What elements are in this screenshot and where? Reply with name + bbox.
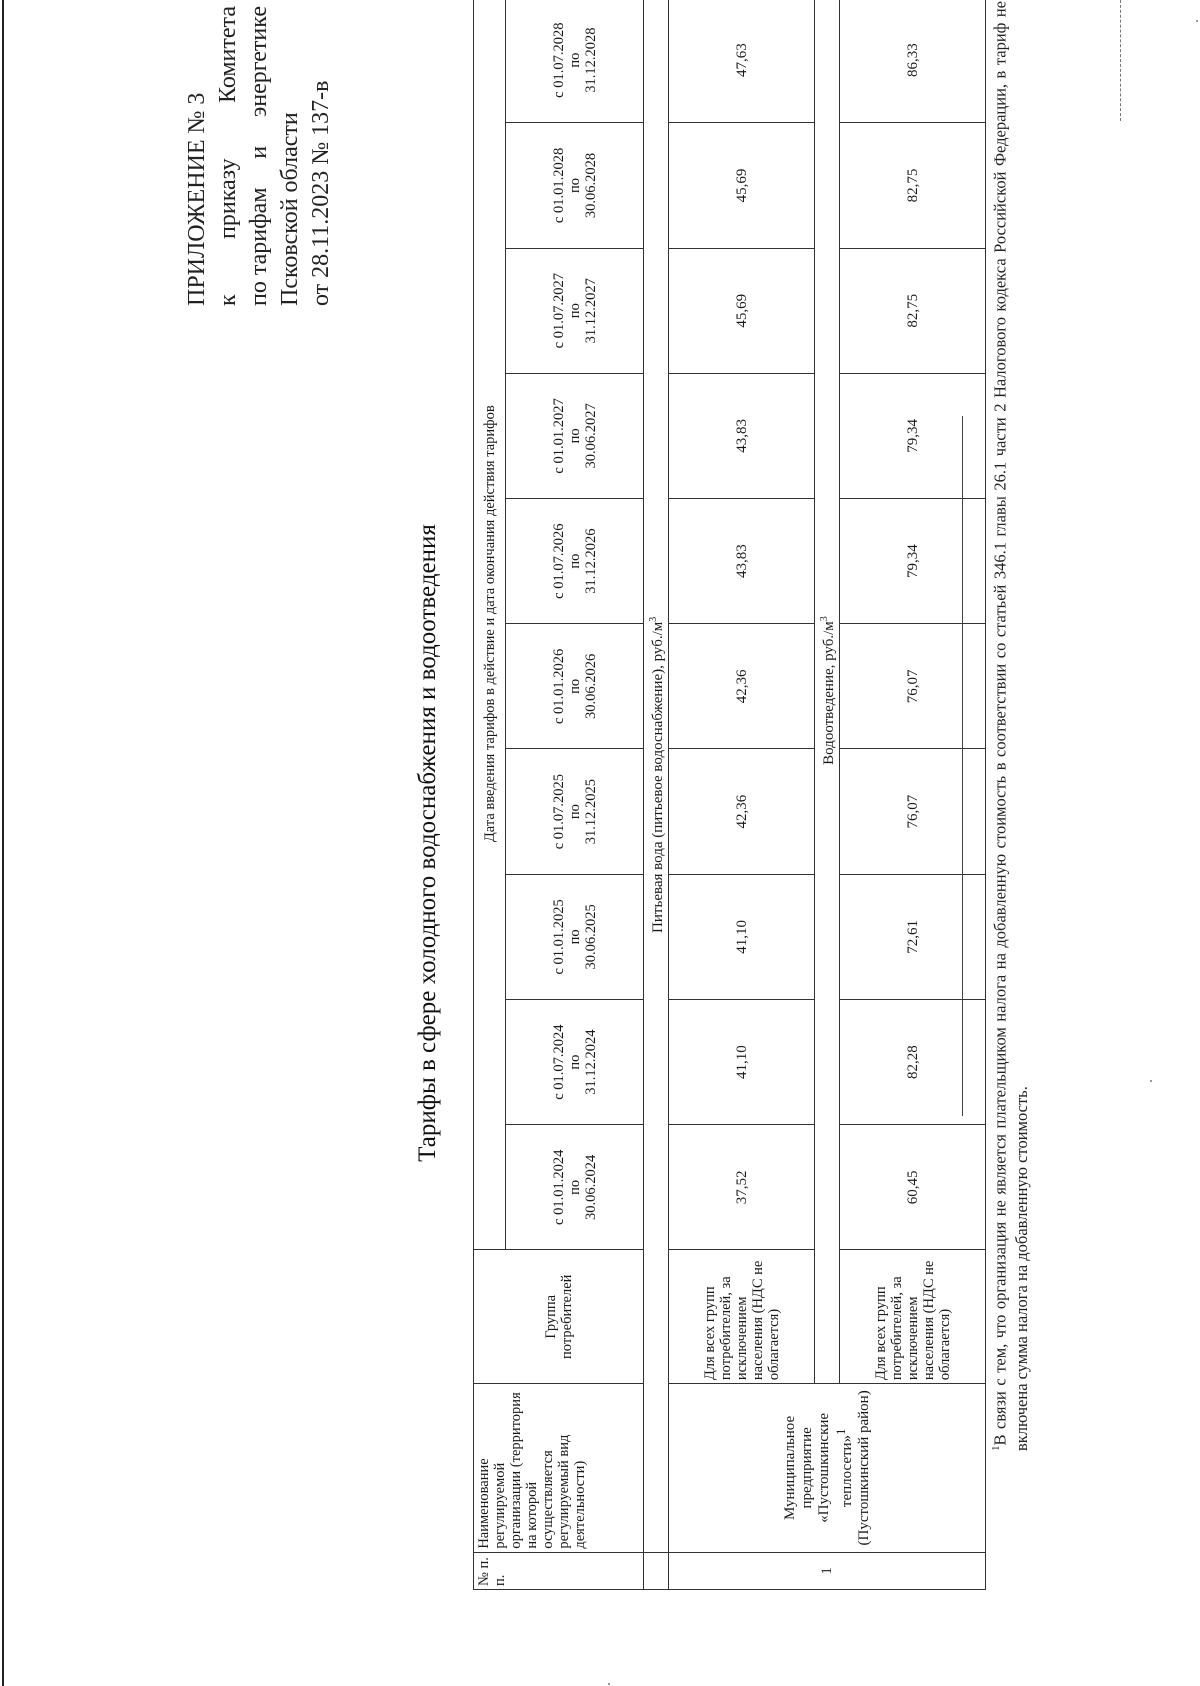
tariff-value: 79,34 xyxy=(840,499,986,624)
section-title-sewage: Водоотведение, руб./м xyxy=(821,621,837,765)
appendix-committee-line: по тарифам и энергетике xyxy=(246,6,272,306)
separator-line xyxy=(962,416,963,1116)
tariff-value: 86,33 xyxy=(840,0,986,123)
organization-cell: Муниципальное предприятие «Пустошкинские теплосети»$^1$ (Пустошкинский район) xyxy=(669,1384,986,1553)
period-header-10: с 01.07.2028 по 31.12.2028 xyxy=(506,0,644,123)
tariff-value: 43,83 xyxy=(669,499,815,624)
period-header-5: с 01.01.2026 по 30.06.2026 xyxy=(506,624,644,749)
period-header-1: с 01.01.2024 по 30.06.2024 xyxy=(506,1125,644,1250)
appendix-date: от 28.11.2023 № 137-в xyxy=(308,80,334,306)
tariff-value: 60,45 xyxy=(840,1125,986,1250)
period-header-2: с 01.07.2024 по 31.12.2024 xyxy=(506,999,644,1124)
tariff-value: 37,52 xyxy=(669,1125,815,1250)
scan-speck xyxy=(608,1683,610,1685)
scan-artifact-dash xyxy=(1120,0,1121,121)
group-cell-water: Для всех групп потребителей, за исключением населения (НДС не облагается) xyxy=(669,1250,815,1384)
tariff-value: 41,10 xyxy=(669,874,815,999)
scan-speck xyxy=(1196,20,1198,22)
period-header-4: с 01.07.2025 по 31.12.2025 xyxy=(506,749,644,874)
group-cell-sewage: Для всех групп потребителей, за исключением населения (НДС не облагается) xyxy=(840,1250,986,1384)
tariff-value: 41,10 xyxy=(669,999,815,1124)
section-row-water: Питьевая вода (питьевое водоснабжение), $руб./м^3$ xyxy=(644,0,669,1590)
appendix-number: ПРИЛОЖЕНИЕ № 3 xyxy=(184,92,210,306)
period-header-7: с 01.01.2027 по 30.06.2027 xyxy=(506,373,644,498)
footnote: $^1$В связи с тем, что организация не является плательщиком налога на добавленную стоимость в соответствии со статьей 346.1 главы 26.1 части 2 Налогового кодекса Российской Федерации, в тариф не включена сумма налога на добавленную стоимость. xyxy=(990,1,1031,1451)
tariff-value: 82,75 xyxy=(840,123,986,248)
header-period: Дата введения тарифов в действие и дата окончания действия тарифов xyxy=(474,0,506,1250)
period-header-3: с 01.01.2025 по 30.06.2025 xyxy=(506,874,644,999)
appendix-header xyxy=(182,6,337,306)
tariff-value: 76,07 xyxy=(840,624,986,749)
header-number: № п. п. xyxy=(474,1552,644,1589)
tariff-table xyxy=(473,0,986,1590)
document-title: Тарифы в сфере холодного водоснабжения и водоотведения xyxy=(414,524,441,1162)
section-row-sewage: Водоотведение, $руб./м^3$ xyxy=(815,0,840,1590)
row-number: 1 xyxy=(669,1552,986,1589)
appendix-region: Псковской области xyxy=(277,112,303,306)
tariff-value: 82,28 xyxy=(840,999,986,1124)
footnote-text: В связи с тем, что организация не является плательщиком налога на добавленную стоимость в соответствии со статьей 346.1 главы 26.1 части 2 Налогового кодекса Российской Федерации, в тариф не включена сумма налога на добавленную стоимость. xyxy=(990,1,1031,1451)
tariff-value: 79,34 xyxy=(840,373,986,498)
tariff-value: 82,75 xyxy=(840,248,986,373)
tariff-value: 72,61 xyxy=(840,874,986,999)
appendix-order-line: к приказу Комитета xyxy=(215,6,241,306)
period-header-9: с 01.01.2028 по 30.06.2028 xyxy=(506,123,644,248)
tariff-value: 42,36 xyxy=(669,749,815,874)
header-group: Группа потребителей xyxy=(474,1250,644,1384)
tariff-value: 45,69 xyxy=(669,248,815,373)
tariff-value: 76,07 xyxy=(840,749,986,874)
tariff-value: 47,63 xyxy=(669,0,815,123)
tariff-value: 43,83 xyxy=(669,373,815,498)
period-header-6: с 01.07.2026 по 31.12.2026 xyxy=(506,499,644,624)
section-title-water: Питьевая вода (питьевое водоснабжение), руб./м xyxy=(650,621,666,933)
tariff-value: 42,36 xyxy=(669,624,815,749)
period-header-8: с 01.07.2027 по 31.12.2027 xyxy=(506,248,644,373)
tariff-value: 45,69 xyxy=(669,123,815,248)
scan-speck xyxy=(1150,1080,1152,1082)
header-organization: Наименование регулируемой организации (территория на которой осуществляется регулируемый вид деятельности) xyxy=(474,1384,644,1553)
